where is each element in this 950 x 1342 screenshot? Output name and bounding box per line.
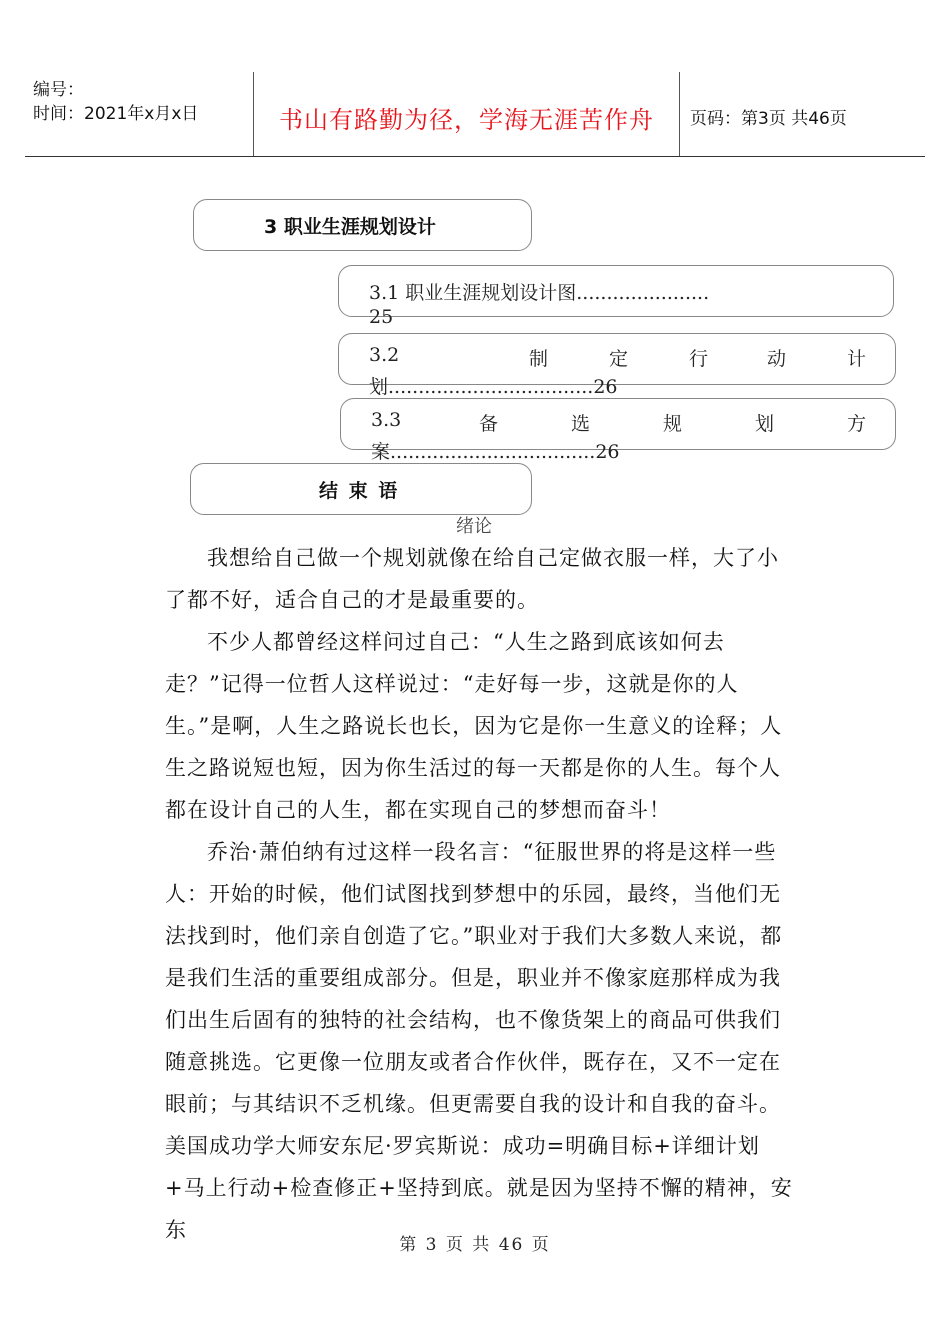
section-title: 3 职业生涯规划设计: [264, 216, 436, 238]
body-text: [165, 537, 795, 1251]
toc-item-box[interactable]: [340, 398, 896, 463]
toc-item-box[interactable]: [338, 333, 896, 398]
header-page-info: 页码：第3页 共46页: [690, 109, 847, 129]
toc-item-char: 规: [663, 413, 683, 435]
serial-label: 编号：: [33, 80, 84, 100]
conclusion-subtitle: 绪论: [456, 516, 492, 537]
toc-item-text: 3.1 职业生涯规划设计图......................: [369, 282, 710, 304]
toc-item-number: 3.2: [369, 344, 400, 366]
toc-item-char: 行: [689, 348, 709, 370]
toc-item-page: 案..................................26: [371, 441, 620, 463]
conclusion-title: 结 束 语: [319, 480, 400, 502]
toc-item-page: 25: [369, 306, 394, 328]
paragraph: 不少人都曾经这样问过自己：“人生之路到底该如何去走？”记得一位哲人这样说过：“走好每一步，这就是你的人生。”是啊，人生之路说长也长，因为它是你一生意义的诠释；人生之路说短也短，因为你生活过的每一天都是你的人生。每个人都在设计自己的人生，都在实现自己的梦想而奋斗！: [165, 630, 783, 822]
toc-item-char: 计: [847, 348, 867, 370]
toc-item-page: 划..................................26: [369, 376, 618, 398]
time-label: 时间：2021年x月x日: [33, 104, 199, 124]
toc-item-char: 制: [529, 348, 549, 370]
header-meta: [33, 78, 198, 126]
toc-item-char: 选: [571, 413, 591, 435]
toc-item-char: 定: [609, 348, 629, 370]
toc-item-char: 备: [479, 413, 499, 435]
paragraph: 我想给自己做一个规划就像在给自己定做衣服一样，大了小了都不好，适合自己的才是最重要的。: [165, 546, 779, 612]
header-divider: [679, 72, 680, 156]
toc-item-char: 动: [767, 348, 787, 370]
toc-item-char: 划: [755, 413, 775, 435]
page-header: [25, 72, 925, 157]
header-motto: 书山有路勤为径，学海无涯苦作舟: [279, 106, 654, 134]
toc-item-number: 3.3: [371, 409, 402, 431]
conclusion-title-box: [190, 463, 532, 515]
page-footer: 第 3 页 共 46 页: [399, 1235, 551, 1255]
paragraph: 乔治·萧伯纳有过这样一段名言：“征服世界的将是这样一些人：开始的时候，他们试图找到梦想中的乐园，最终，当他们无法找到时，他们亲自创造了它。”职业对于我们大多数人来说，都是我们生活的重要组成部分。但是，职业并不像家庭那样成为我们出生后固有的独特的社会结构，也不像货架上的商品可供我们随意挑选。它更像一位朋友或者合作伙伴，既存在，又不一定在眼前；与其结识不乏机缘。但更需要自我的设计和自我的奋斗。美国成功学大师安东尼·罗宾斯说：成功=明确目标+详细计划+马上行动+检查修正+坚持到底。就是因为坚持不懈的精神，安东: [165, 840, 793, 1242]
toc-item-char: 方: [847, 413, 867, 435]
section-title-box: [193, 199, 532, 251]
toc-item-box[interactable]: [338, 265, 894, 328]
